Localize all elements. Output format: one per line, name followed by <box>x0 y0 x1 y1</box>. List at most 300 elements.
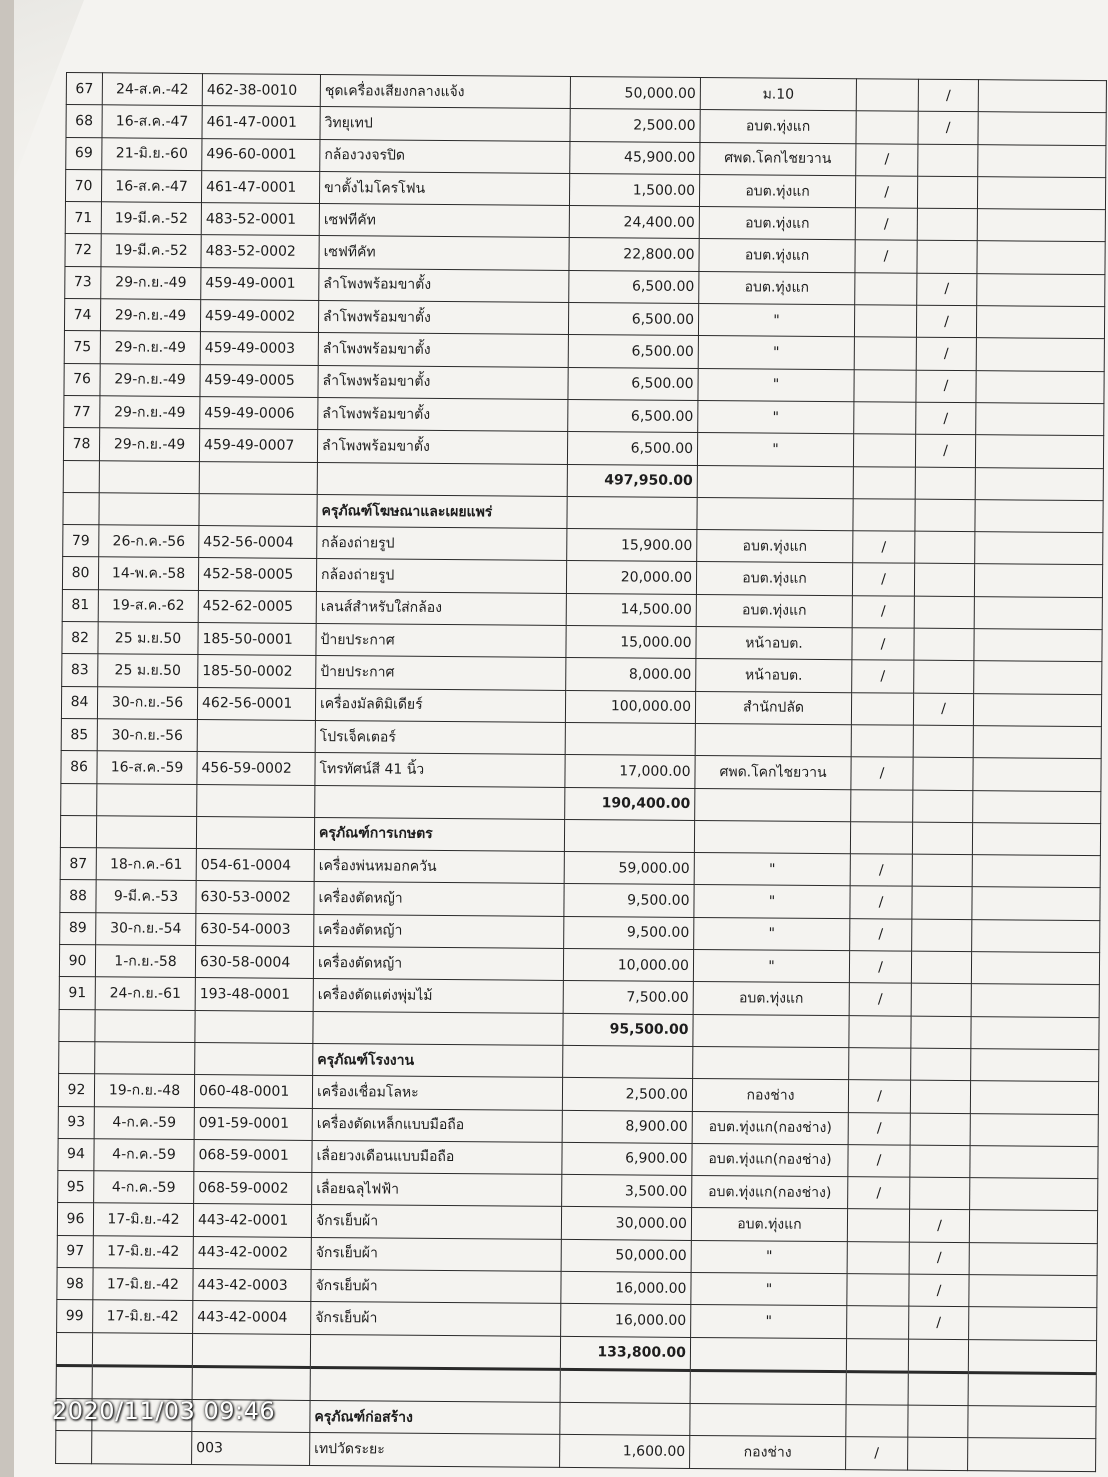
status-mark-good <box>847 1209 909 1242</box>
item-number <box>59 1009 95 1042</box>
item-number: 96 <box>57 1203 93 1236</box>
item-number: 92 <box>58 1074 94 1107</box>
item-number: 87 <box>60 848 96 881</box>
status-mark-damaged <box>911 951 971 984</box>
acquired-date: 4-ก.ค.-59 <box>94 1139 194 1172</box>
status-mark-good <box>854 337 916 370</box>
status-mark-damaged <box>913 790 973 823</box>
extra-cell <box>975 500 1103 533</box>
acquired-date: 19-ส.ค.-62 <box>98 590 198 623</box>
status-mark-damaged: / <box>916 370 976 403</box>
asset-price: 7,500.00 <box>563 981 693 1014</box>
item-number: 73 <box>65 266 101 299</box>
asset-location: ศพด.โคกไชยวาน <box>700 142 856 176</box>
asset-code: 459-49-0002 <box>200 300 318 333</box>
acquired-date: 17-มิ.ย.-42 <box>93 1203 193 1236</box>
extra-cell <box>968 1339 1096 1373</box>
asset-name: เลื่อยฉลุไฟฟ้า <box>312 1173 562 1207</box>
status-mark-good: / <box>850 886 912 919</box>
asset-name <box>313 1011 563 1045</box>
asset-name <box>310 1334 560 1369</box>
asset-name: เทปวัดระยะ <box>310 1433 560 1467</box>
asset-location: " <box>697 433 853 467</box>
asset-location: " <box>694 853 850 887</box>
asset-code: 483-52-0002 <box>201 235 319 268</box>
asset-name: ครุภัณฑ์โฆษณาและเผยแพร่ <box>317 494 567 528</box>
asset-price: 10,000.00 <box>563 948 693 981</box>
item-number <box>59 1041 95 1074</box>
asset-location: อบต.ทุ่งแก(กองช่าง) <box>692 1176 848 1210</box>
extra-cell <box>977 273 1105 306</box>
asset-code: 630-58-0004 <box>195 946 313 979</box>
asset-location: อบต.ทุ่งแก <box>697 530 853 564</box>
extra-cell <box>976 403 1104 436</box>
status-mark-good <box>847 1274 909 1307</box>
photo-timestamp: 2020/11/03 09:46 <box>52 1397 276 1425</box>
asset-name: เลนส์สำหรับใส่กล้อง <box>316 591 566 625</box>
asset-code: 456-59-0002 <box>197 752 315 785</box>
asset-code <box>192 1366 310 1400</box>
item-number: 95 <box>58 1171 94 1204</box>
asset-code: 068-59-0002 <box>194 1172 312 1205</box>
asset-code: 003 <box>192 1432 310 1465</box>
asset-location: อบต.ทุ่งแก <box>696 562 852 596</box>
status-mark-good <box>847 1306 909 1339</box>
item-number: 71 <box>65 202 101 235</box>
asset-name: เครื่องตัดหญ้า <box>313 946 563 980</box>
asset-location: อบต.ทุ่งแก(กองช่าง) <box>692 1143 848 1177</box>
extra-cell <box>976 370 1104 403</box>
acquired-date: 16-ส.ค.-47 <box>101 170 201 203</box>
item-number: 67 <box>66 73 102 106</box>
item-number: 84 <box>61 686 97 719</box>
item-number <box>56 1332 92 1366</box>
asset-location: " <box>693 949 849 983</box>
acquired-date: 30-ก.ย.-54 <box>96 912 196 945</box>
asset-name: ชุดเครื่องเสียงกลางแจ้ง <box>320 74 570 108</box>
item-number: 80 <box>62 557 98 590</box>
extra-cell <box>977 241 1105 274</box>
item-number: 74 <box>64 299 100 332</box>
status-mark-good: / <box>850 918 912 951</box>
acquired-date <box>96 816 196 849</box>
acquired-date: 29-ก.ย.-49 <box>100 396 200 429</box>
asset-name: โปรเจ็คเตอร์ <box>315 720 565 754</box>
item-number: 75 <box>64 331 100 364</box>
status-mark-good <box>846 1372 908 1406</box>
asset-location: อบต.ทุ่งแก <box>696 594 852 628</box>
asset-code: 462-38-0010 <box>202 74 320 107</box>
acquired-date <box>92 1366 192 1400</box>
status-mark-damaged: / <box>917 273 977 306</box>
extra-cell <box>972 822 1100 855</box>
extra-cell <box>968 1373 1096 1407</box>
status-mark-damaged <box>917 208 977 241</box>
asset-code <box>197 784 315 817</box>
status-mark-damaged <box>914 596 974 629</box>
extra-cell <box>978 144 1106 177</box>
item-number: 86 <box>61 751 97 784</box>
asset-price: 1,600.00 <box>560 1435 690 1468</box>
status-mark-good: / <box>855 240 917 273</box>
status-mark-damaged <box>917 176 977 209</box>
acquired-date: 24-ส.ค.-42 <box>102 73 202 106</box>
item-number <box>56 1431 92 1464</box>
status-mark-damaged: / <box>909 1306 969 1339</box>
asset-location: ม.10 <box>700 77 856 111</box>
asset-code: 483-52-0001 <box>201 203 319 236</box>
status-mark-good: / <box>855 208 917 241</box>
asset-name: เลื่อยวงเดือนแบบมือถือ <box>312 1140 562 1174</box>
asset-price: 9,500.00 <box>564 916 694 949</box>
asset-price: 20,000.00 <box>566 561 696 594</box>
status-mark-good <box>851 789 913 822</box>
status-mark-good <box>850 822 912 855</box>
extra-cell <box>976 338 1104 371</box>
asset-name <box>317 462 567 496</box>
asset-location: อบต.ทุ่งแก <box>699 207 855 241</box>
asset-code: 459-49-0001 <box>201 267 319 300</box>
asset-location <box>695 788 851 822</box>
extra-cell <box>973 758 1101 791</box>
item-number: 72 <box>65 234 101 267</box>
acquired-date: 26-ก.ค.-56 <box>99 525 199 558</box>
status-mark-damaged <box>908 1372 968 1406</box>
status-mark-damaged: / <box>909 1210 969 1243</box>
status-mark-good <box>849 1015 911 1048</box>
asset-price: 59,000.00 <box>564 852 694 885</box>
asset-location: " <box>694 917 850 951</box>
status-mark-damaged <box>918 144 978 177</box>
item-number <box>61 783 97 816</box>
extra-cell <box>972 855 1100 888</box>
status-mark-good <box>853 434 915 467</box>
acquired-date: 17-มิ.ย.-42 <box>93 1235 193 1268</box>
asset-price <box>560 1403 690 1436</box>
acquired-date: 25 ม.ย.50 <box>98 622 198 655</box>
asset-location: กองช่าง <box>692 1079 848 1113</box>
extra-cell <box>974 629 1102 662</box>
asset-price: 50,000.00 <box>570 76 700 109</box>
asset-price: 15,900.00 <box>567 529 697 562</box>
extra-cell <box>978 112 1106 145</box>
acquired-date: 1-ก.ย.-58 <box>95 945 195 978</box>
item-number: 99 <box>57 1300 93 1333</box>
item-number: 93 <box>58 1106 94 1139</box>
status-mark-good: / <box>850 854 912 887</box>
status-mark-damaged <box>915 531 975 564</box>
asset-name: ลำโพงพร้อมขาตั้ง <box>318 333 568 367</box>
asset-location: " <box>698 400 854 434</box>
asset-price: 45,900.00 <box>570 141 700 174</box>
asset-location <box>693 1014 849 1048</box>
status-mark-damaged <box>915 467 975 500</box>
asset-code <box>195 1010 313 1043</box>
status-mark-good: / <box>856 143 918 176</box>
asset-name: ครุภัณฑ์ก่อสร้าง <box>310 1401 560 1435</box>
acquired-date: 29-ก.ย.-49 <box>100 331 200 364</box>
acquired-date: 18-ก.ค.-61 <box>96 848 196 881</box>
asset-location: อบต.ทุ่งแก <box>699 271 855 305</box>
asset-code: 054-61-0004 <box>196 849 314 882</box>
asset-location: กองช่าง <box>690 1436 846 1470</box>
extra-cell <box>970 1113 1098 1146</box>
asset-name: ป้ายประกาศ <box>316 656 566 690</box>
item-number: 78 <box>63 428 99 461</box>
acquired-date <box>95 1042 195 1075</box>
extra-cell <box>969 1242 1097 1275</box>
asset-price: 17,000.00 <box>565 755 695 788</box>
asset-location: " <box>698 368 854 402</box>
status-mark-good: / <box>851 757 913 790</box>
asset-price: 95,500.00 <box>563 1013 693 1046</box>
status-mark-damaged <box>912 887 972 920</box>
asset-price: 14,500.00 <box>566 593 696 626</box>
asset-code: 461-47-0001 <box>202 106 320 139</box>
asset-price: 497,950.00 <box>567 464 697 497</box>
asset-location <box>695 723 851 757</box>
extra-cell <box>970 1145 1098 1178</box>
asset-name: เครื่องเชื่อมโลหะ <box>312 1076 562 1110</box>
asset-location <box>690 1404 846 1438</box>
asset-location <box>693 1046 849 1080</box>
status-mark-good: / <box>852 563 914 596</box>
acquired-date: 4-ก.ค.-59 <box>94 1171 194 1204</box>
asset-location: " <box>691 1305 847 1339</box>
asset-location <box>694 820 850 854</box>
asset-location <box>690 1370 846 1405</box>
status-mark-good: / <box>848 1112 910 1145</box>
extra-cell <box>971 1049 1099 1082</box>
asset-location: " <box>698 336 854 370</box>
asset-price: 6,900.00 <box>562 1142 692 1175</box>
acquired-date <box>97 783 197 816</box>
item-number: 90 <box>59 944 95 977</box>
extra-cell <box>969 1210 1097 1243</box>
status-mark-damaged <box>914 564 974 597</box>
extra-cell <box>974 661 1102 694</box>
asset-price: 8,900.00 <box>562 1110 692 1143</box>
acquired-date <box>92 1332 192 1366</box>
acquired-date: 29-ก.ย.-49 <box>101 267 201 300</box>
status-mark-damaged <box>915 499 975 532</box>
extra-cell <box>970 1081 1098 1114</box>
status-mark-damaged <box>910 1080 970 1113</box>
acquired-date: 29-ก.ย.-49 <box>99 428 199 461</box>
acquired-date: 21-มิ.ย.-60 <box>102 137 202 170</box>
extra-cell <box>973 693 1101 726</box>
status-mark-damaged <box>913 757 973 790</box>
acquired-date: 19-มี.ค.-52 <box>101 202 201 235</box>
extra-cell <box>976 306 1104 339</box>
asset-name: ขาตั้งไมโครโฟน <box>319 171 569 205</box>
asset-location: " <box>694 885 850 919</box>
status-mark-good: / <box>848 1144 910 1177</box>
status-mark-damaged <box>908 1405 968 1438</box>
status-mark-good <box>853 499 915 532</box>
status-mark-good <box>849 1048 911 1081</box>
asset-price <box>565 722 695 755</box>
asset-price: 2,500.00 <box>570 109 700 142</box>
acquired-date: 30-ก.ย.-56 <box>97 686 197 719</box>
extra-cell <box>978 80 1106 113</box>
asset-code: 443-42-0001 <box>193 1204 311 1237</box>
acquired-date: 19-ก.ย.-48 <box>94 1074 194 1107</box>
asset-name: เครื่องตัดหญ้า <box>314 914 564 948</box>
acquired-date: 30-ก.ย.-56 <box>97 719 197 752</box>
asset-location: อบต.ทุ่งแก <box>693 982 849 1016</box>
acquired-date: 4-ก.ค.-59 <box>94 1106 194 1139</box>
asset-ledger-table <box>55 72 1107 1472</box>
item-number <box>56 1365 92 1399</box>
acquired-date <box>99 460 199 493</box>
asset-location <box>697 465 853 499</box>
asset-price: 30,000.00 <box>561 1207 691 1240</box>
item-number: 70 <box>65 169 101 202</box>
status-mark-good <box>853 466 915 499</box>
status-mark-damaged: / <box>916 338 976 371</box>
asset-code: 060-48-0001 <box>194 1075 312 1108</box>
asset-code <box>196 816 314 849</box>
asset-name: เครื่องตัดเหล็กแบบมือถือ <box>312 1108 562 1142</box>
asset-code <box>199 461 317 494</box>
asset-code: 496-60-0001 <box>202 138 320 171</box>
extra-cell <box>973 726 1101 759</box>
acquired-date: 17-มิ.ย.-42 <box>93 1300 193 1333</box>
extra-cell <box>975 435 1103 468</box>
asset-price: 16,000.00 <box>561 1271 691 1304</box>
asset-name: เครื่องตัดหญ้า <box>314 882 564 916</box>
extra-cell <box>972 919 1100 952</box>
asset-name: โทรทัศน์สี 41 นิ้ว <box>315 753 565 787</box>
acquired-date <box>95 1009 195 1042</box>
status-mark-damaged: / <box>918 111 978 144</box>
asset-location: สำนักปลัด <box>695 691 851 725</box>
status-mark-damaged: / <box>916 402 976 435</box>
asset-name: เครื่องพ่นหมอกควัน <box>314 850 564 884</box>
extra-cell <box>971 1016 1099 1049</box>
acquired-date <box>99 493 199 526</box>
asset-name: กล้องวงจรปิด <box>320 139 570 173</box>
asset-price: 9,500.00 <box>564 884 694 917</box>
status-mark-damaged <box>910 1145 970 1178</box>
asset-location: อบต.ทุ่งแก <box>699 239 855 273</box>
asset-code: 068-59-0001 <box>194 1139 312 1172</box>
asset-name: ป้ายประกาศ <box>316 624 566 658</box>
extra-cell <box>969 1307 1097 1340</box>
acquired-date: 9-มี.ค.-53 <box>96 880 196 913</box>
asset-name: ลำโพงพร้อมขาตั้ง <box>318 365 568 399</box>
extra-cell <box>977 209 1105 242</box>
asset-code: 459-49-0003 <box>200 332 318 365</box>
status-mark-damaged <box>908 1438 968 1471</box>
extra-cell <box>975 532 1103 565</box>
asset-price: 3,500.00 <box>562 1175 692 1208</box>
status-mark-damaged <box>911 983 971 1016</box>
asset-code <box>197 719 315 752</box>
item-number: 88 <box>60 880 96 913</box>
asset-code: 630-54-0003 <box>196 913 314 946</box>
asset-location: อบต.ทุ่งแก(กองช่าง) <box>692 1111 848 1145</box>
item-number: 91 <box>59 977 95 1010</box>
status-mark-damaged: / <box>915 434 975 467</box>
asset-price: 2,500.00 <box>562 1078 692 1111</box>
status-mark-good: / <box>852 628 914 661</box>
item-number <box>63 492 99 525</box>
asset-name: ครุภัณฑ์การเกษตร <box>314 817 564 851</box>
asset-name: ลำโพงพร้อมขาตั้ง <box>318 301 568 335</box>
status-mark-good <box>854 305 916 338</box>
item-number: 79 <box>63 525 99 558</box>
asset-code: 459-49-0007 <box>199 429 317 462</box>
asset-price: 8,000.00 <box>566 658 696 691</box>
asset-name: กล้องถ่ายรูป <box>316 559 566 593</box>
status-mark-damaged <box>910 1177 970 1210</box>
asset-price <box>567 496 697 529</box>
status-mark-good: / <box>852 660 914 693</box>
acquired-date: 17-มิ.ย.-42 <box>93 1268 193 1301</box>
status-mark-damaged <box>910 1113 970 1146</box>
asset-name: เซฟทีคัท <box>319 204 569 238</box>
status-mark-damaged <box>911 1016 971 1049</box>
asset-code <box>195 1042 313 1075</box>
status-mark-damaged <box>917 241 977 274</box>
status-mark-damaged: / <box>913 693 973 726</box>
extra-cell <box>969 1275 1097 1308</box>
status-mark-damaged <box>912 822 972 855</box>
item-number: 68 <box>66 105 102 138</box>
status-mark-good: / <box>855 176 917 209</box>
status-mark-good <box>856 111 918 144</box>
asset-location: " <box>698 304 854 338</box>
status-mark-good <box>851 692 913 725</box>
extra-cell <box>973 790 1101 823</box>
item-number <box>63 460 99 493</box>
extra-cell <box>975 467 1103 500</box>
acquired-date: 16-ส.ค.-47 <box>102 105 202 138</box>
item-number: 76 <box>64 363 100 396</box>
asset-code: 452-62-0005 <box>198 590 316 623</box>
status-mark-good <box>854 402 916 435</box>
status-mark-good <box>846 1405 908 1438</box>
acquired-date: 29-ก.ย.-49 <box>100 299 200 332</box>
asset-code: 185-50-0002 <box>198 655 316 688</box>
status-mark-good <box>851 725 913 758</box>
asset-code: 462-56-0001 <box>197 687 315 720</box>
item-number: 81 <box>62 589 98 622</box>
acquired-date: 19-มี.ค.-52 <box>101 234 201 267</box>
asset-name: เซฟทีคัท <box>319 236 569 270</box>
asset-location: อบต.ทุ่งแก <box>699 174 855 208</box>
status-mark-damaged <box>914 661 974 694</box>
asset-code <box>199 493 317 526</box>
item-number: 98 <box>57 1267 93 1300</box>
asset-price: 100,000.00 <box>565 690 695 723</box>
status-mark-damaged <box>913 725 973 758</box>
extra-cell <box>971 952 1099 985</box>
asset-code: 452-56-0004 <box>199 526 317 559</box>
acquired-date: 25 ม.ย.50 <box>98 654 198 687</box>
asset-price: 190,400.00 <box>565 787 695 820</box>
status-mark-damaged <box>911 1048 971 1081</box>
asset-name: ลำโพงพร้อมขาตั้ง <box>317 430 567 464</box>
item-number: 77 <box>64 395 100 428</box>
asset-location: อบต.ทุ่งแก <box>691 1208 847 1242</box>
asset-code: 459-49-0006 <box>200 397 318 430</box>
asset-price: 15,000.00 <box>566 625 696 658</box>
extra-cell <box>968 1406 1096 1439</box>
asset-price: 6,500.00 <box>568 303 698 336</box>
